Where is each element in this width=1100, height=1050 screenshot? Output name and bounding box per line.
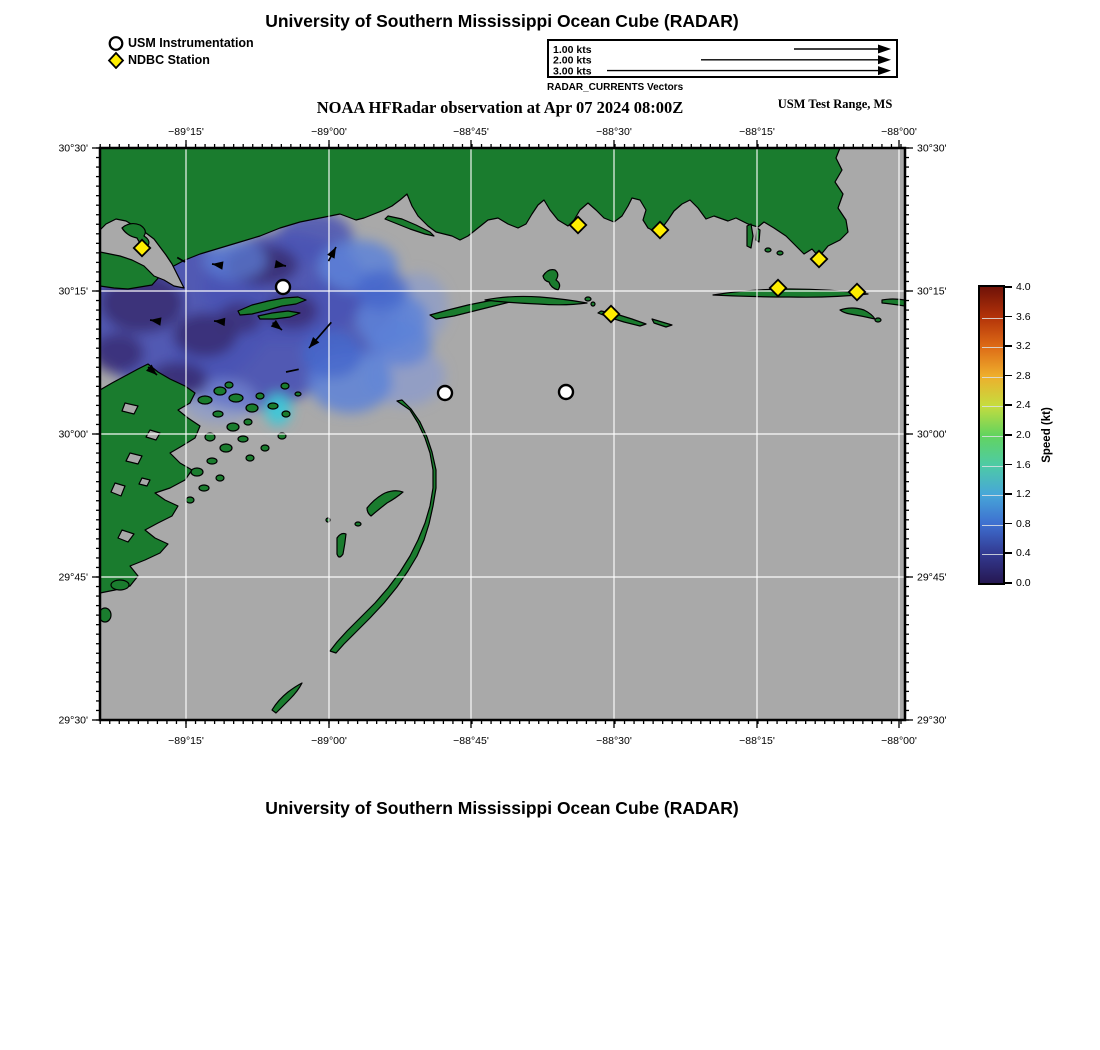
colorbar-tick-label: 0.8 <box>1016 517 1031 530</box>
colorbar-tick <box>1005 464 1012 466</box>
colorbar-tick <box>1005 286 1012 288</box>
circle-marker-icon <box>107 34 126 52</box>
colorbar-tick-label: 1.6 <box>1016 458 1031 471</box>
range-label: USM Test Range, MS <box>777 97 893 111</box>
marsh-islet <box>282 411 290 417</box>
vector-scale-label: 3.00 kts <box>553 65 592 76</box>
marsh-islet <box>207 458 217 464</box>
vector-scale-rows <box>549 41 896 76</box>
marsh-islet <box>246 455 254 461</box>
vector-scale-arrowhead <box>878 45 891 54</box>
legend-row-usm <box>107 34 254 51</box>
lon-label-bottom: −88°00' <box>881 735 917 747</box>
colorbar-tick <box>1005 523 1012 525</box>
lat-label-left: 30°00' <box>58 428 88 441</box>
islet-dot <box>765 248 771 252</box>
vector-scale-arrowhead <box>878 66 891 75</box>
page-title: University of Southern Mississippi Ocean Cube (RADAR) <box>265 11 739 31</box>
lat-label-right: 30°00' <box>917 428 947 441</box>
colorbar-tick <box>1005 582 1012 584</box>
lon-label-top: −88°00' <box>881 126 917 138</box>
marsh-islet <box>186 497 194 503</box>
lon-label-bottom: −88°15' <box>739 735 775 747</box>
colorbar-tick-label: 3.2 <box>1016 340 1031 353</box>
lon-label-top: −89°00' <box>311 126 347 138</box>
colorbar-tick <box>1005 493 1012 495</box>
colorbar-title: Speed (kt) <box>1041 407 1053 463</box>
colorbar-divider <box>982 377 1003 378</box>
colorbar-tick <box>1005 345 1012 347</box>
island-dot <box>875 318 881 322</box>
lat-label-right: 29°30' <box>917 714 947 727</box>
colorbar-divider <box>982 347 1003 348</box>
colorbar-divider <box>982 466 1003 467</box>
marsh-islet <box>256 393 264 399</box>
marsh-islet <box>216 475 224 481</box>
speed-field-patch <box>356 270 408 310</box>
lat-label-left: 29°30' <box>58 714 88 727</box>
colorbar-divider <box>982 525 1003 526</box>
marsh-islet <box>295 392 301 396</box>
marsh-islet <box>220 444 232 452</box>
colorbar-tick-label: 0.0 <box>1016 577 1031 589</box>
colorbar-gradient <box>978 285 1005 585</box>
islet-dot <box>591 302 595 306</box>
lon-label-top: −89°15' <box>168 126 204 138</box>
colorbar-divider <box>982 318 1003 319</box>
islet-dot <box>355 522 361 526</box>
lon-label-bottom: −88°45' <box>453 735 489 747</box>
diamond-marker-icon <box>107 51 126 69</box>
lat-label-left: 30°30' <box>58 142 88 155</box>
legend-label-usm: USM Instrumentation <box>128 35 254 50</box>
lon-label-bottom: −89°00' <box>311 735 347 747</box>
colorbar-tick <box>1005 375 1012 377</box>
marsh-islet <box>198 396 212 404</box>
colorbar-tick-label: 2.4 <box>1016 399 1031 412</box>
observation-subtitle: NOAA HFRadar observation at Apr 07 2024 08:00Z <box>316 98 684 117</box>
colorbar-tick-label: 3.6 <box>1016 310 1031 323</box>
marsh-islet <box>199 485 209 491</box>
colorbar-tick-label: 0.4 <box>1016 547 1031 560</box>
speed-field-patch <box>368 322 432 366</box>
colorbar-tick-label: 2.0 <box>1016 429 1031 441</box>
colorbar-tick <box>1005 434 1012 436</box>
marsh-islet <box>244 419 252 425</box>
marsh-islet <box>111 580 129 590</box>
marsh-islet <box>261 445 269 451</box>
lat-label-left: 29°45' <box>58 571 88 584</box>
lat-label-right: 30°15' <box>917 285 947 298</box>
marsh-islet <box>225 382 233 388</box>
vector-scale-label: 1.00 kts <box>553 43 592 56</box>
lat-label-right: 29°45' <box>917 571 947 584</box>
islet-dot <box>585 297 591 301</box>
marsh-islet <box>246 404 258 412</box>
colorbar-divider <box>982 406 1003 407</box>
marsh-islet <box>229 394 243 402</box>
colorbar-tick-label: 2.8 <box>1016 369 1031 382</box>
lon-label-top: −88°45' <box>453 126 489 138</box>
colorbar-tick-label: 1.2 <box>1016 488 1031 501</box>
speed-field-patch <box>265 394 291 426</box>
lon-label-top: −88°30' <box>596 126 632 138</box>
vector-scale-arrowhead <box>878 55 891 64</box>
colorbar-divider <box>982 436 1003 437</box>
bottom-caption: University of Southern Mississippi Ocean Cube (RADAR) <box>265 798 739 818</box>
map-legend <box>107 34 254 68</box>
usm-instrumentation-marker <box>276 280 290 294</box>
lon-label-bottom: −89°15' <box>168 735 204 747</box>
usm-instrumentation-marker <box>438 386 452 400</box>
usm-instrumentation-marker <box>559 385 573 399</box>
vector-scale-label: 2.00 kts <box>553 54 592 67</box>
vector-scale-box <box>547 39 898 78</box>
lat-label-left: 30°15' <box>58 285 88 298</box>
legend-label-ndbc: NDBC Station <box>128 52 210 67</box>
marsh-islet <box>281 383 289 389</box>
colorbar-tick <box>1005 316 1012 318</box>
vector-scale-caption: RADAR_CURRENTS Vectors <box>547 82 684 93</box>
lon-label-bottom: −88°30' <box>596 735 632 747</box>
colorbar-divider <box>982 554 1003 555</box>
islet-dot <box>777 251 783 255</box>
marsh-islet <box>268 403 278 409</box>
colorbar-tick-label: 4.0 <box>1016 281 1031 293</box>
map-figure <box>58 126 978 758</box>
marsh-islet <box>238 436 248 442</box>
colorbar-divider <box>982 495 1003 496</box>
marsh-islet <box>227 423 239 431</box>
lon-label-top: −88°15' <box>739 126 775 138</box>
speed-field-patch <box>302 330 362 378</box>
marsh-islet <box>191 468 203 476</box>
colorbar-tick <box>1005 404 1012 406</box>
islet-sound-2 <box>747 224 753 248</box>
legend-row-ndbc <box>107 51 254 68</box>
colorbar-tick <box>1005 552 1012 554</box>
marsh-islet <box>214 387 226 395</box>
lat-label-right: 30°30' <box>917 142 947 155</box>
marsh-islet <box>213 411 223 417</box>
